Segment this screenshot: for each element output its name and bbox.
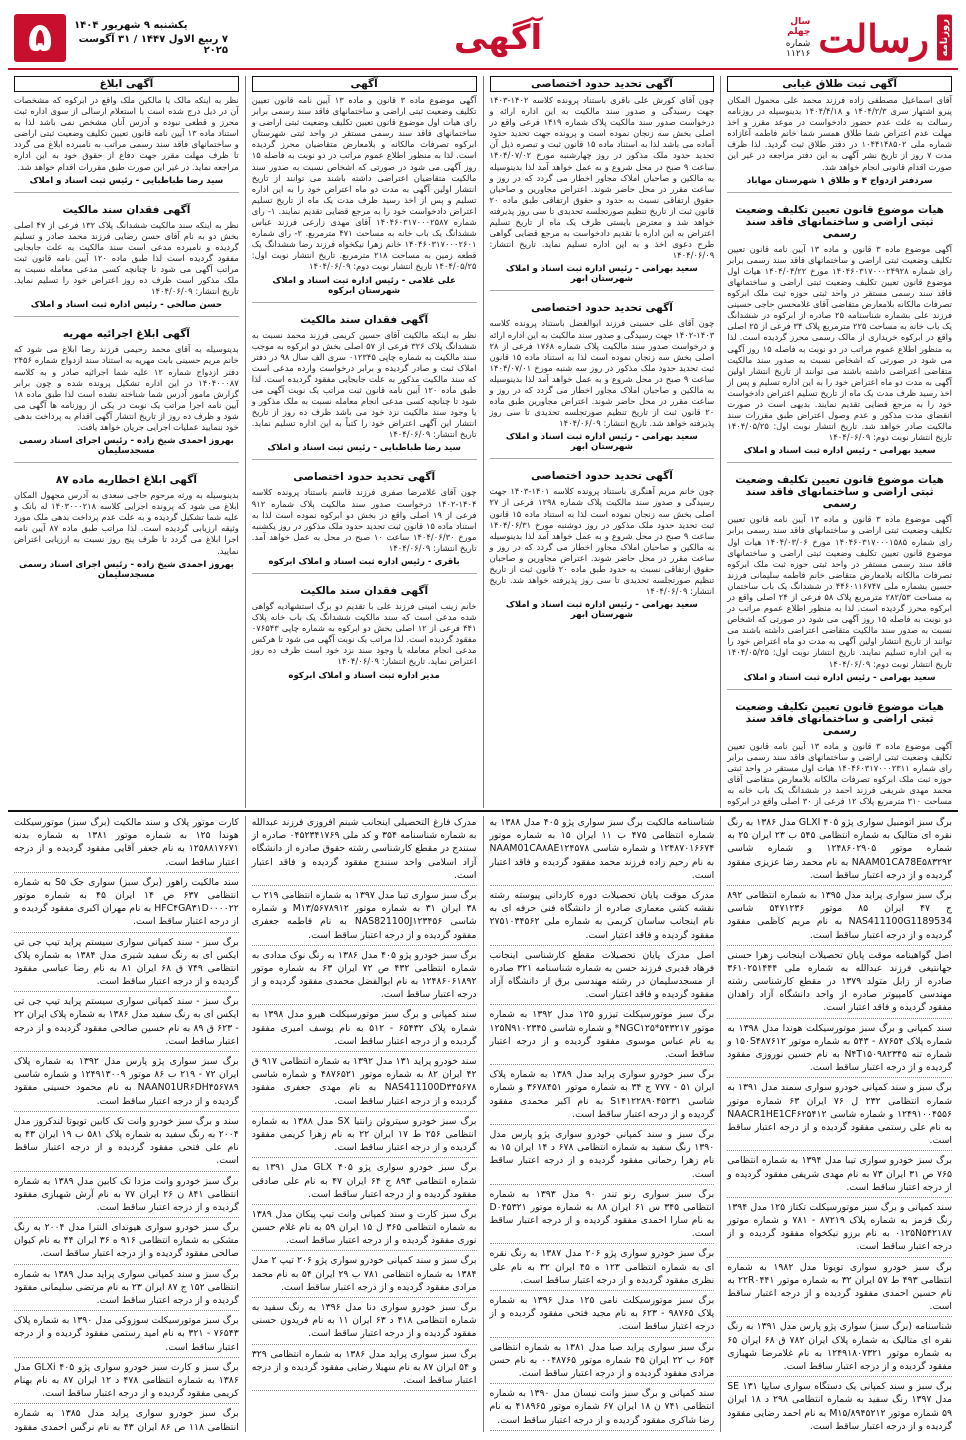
notice-body: چون آقای کورش علی باقری باستناد پرونده کلاسه ۱۴۰۲-۱۴۰۳ جهت رسیدگی و صدور سند مالکیت به این اداره ارائه و درخواست صدور سند مالکیت پلاک شماره ۱۴۱۹ فرعی واقع در اصلی بخش سه زنجان نموده است و پرونده جهت تحدید حدود آماده می باشد لذا به استناد ماده ۱۵ قانون ثبت و تبصره ذیل آن تحدید حدود ملک مذکور در روز چهارشنبه مورخ ۱۴۰۴/۰۷/۰۲ ساعت ۹ صبح در محل شروع و به عمل خواهد آمد لذا بدینوسیله به مالکین و صاحبان املاک مجاور اخطار می گردد که در روز و ساعت مقرر در محل حاضر شوند. اعتراض مجاورین و صاحبان حقوق ارتفاقی نسبت به حدود و حقوق ارتفاقی طبق ماده ۲۰ قانون ثبت از تاریخ تنظیم صورتجلسه تحدیدی تا سی روز پذیرفته خواهد شد و معترض بایستی ظرف یک ماه از تاریخ تسلیم اعتراض به این اداره با تقدیم دادخواست به مرجع قضایی گواهی طرح دعوی اخذ و به این اداره تسلیم نماید. تاریخ انتشار: ۱۴۰۴/۰۶/۰۹	[489, 95, 715, 261]
legal-notice	[14, 327, 239, 463]
newspaper-logo: رسالت	[818, 15, 929, 61]
lost-document-notice: برگ سبز اتومبیل سواری پژو GLXI ۴۰۵ مدل ۱۳۸۶ به رنگ نقره ای متالیک به شماره انتظامی ۵۴۵ ب ۲۳ ایران ۲۵ به شماره موتور ۱۲۴۸۶۰۲۹۰۵ و شماره شاسی NAAM01CA78E۵۸۳۲۹۲ به نام محمد رضا عزیزی مفقود گردیده و از درجه اعتبار ساقط است.	[727, 816, 952, 886]
lost-document-notice: برگ سبز خودرو وانت مزدا تک کابین مدل ۱۳۸۹ به شماره انتظامی ۸۴۱ ن ۲۶ ایران ۷۷ به نام آرش شهبازی مفقود گردیده و از درجه اعتبار ساقط است.	[14, 1175, 239, 1219]
legal-notice	[252, 313, 477, 461]
notice-signature: سعید بهرامی - رئیس اداره ثبت اسناد و املاک شهرستان ابهر	[505, 600, 698, 621]
lost-document-notice: برگ سبز موتورسیکلت تیزرو ۱۲۵ مدل ۱۳۹۲ به شماره موتور NGC۱۲۵*۵۴۳۲۱۷* و شماره شاسی ۱۲۵N۹۱۰۲۳۴۵ به نام عباس موسوی مفقود گردیده و از درجه اعتبار ساقط است.	[490, 1008, 715, 1065]
lost-document-notice: برگ سبز سواری رنو تندر ۹۰ مدل ۱۳۹۳ به شماره انتظامی ۳۴۵ س ۶۱ ایران ۸۸ به شماره موتور D۰۴۵۳۲۱ به نام سارا احمدی مفقود گردیده و از درجه اعتبار ساقط است.	[490, 1188, 715, 1245]
notice-body: بدینوسیله به آقای محمد رحیمی فرزند رضا ابلاغ می شود که خانم مریم حسینی بابت مهریه به استناد سند ازدواج شماره ۲۴۵۶ دفتر ازدواج شماره ۱۲ علیه شما اجرائیه صادر و به کلاسه ۱۴۰۴۰۰۰۸۷ در این اداره تشکیل پرونده شده و چون برابر گزارش مامور آدرس شما شناخته نشده است لذا طبق ماده ۱۸ آیین نامه اجرا مراتب یک نوبت در یکی از روزنامه ها آگهی می شود و ظرف ده روز از تاریخ انتشار آگهی اقدام به پرداخت بدهی خود ننمایید عملیات اجرایی جریان خواهد یافت.	[14, 344, 239, 432]
legal-notice	[727, 473, 952, 689]
notice-title: آگهی ابلاغ	[14, 76, 239, 92]
notice-column	[483, 76, 721, 808]
legal-notice	[727, 203, 952, 464]
lost-document-notice: برگ سبز و سند کمپانی سواری پراید مدل ۱۳۸۹ به شماره انتظامی ۱۵۲ ج ۸۷ ایران ۲۳ به نام مرتضی سلیمانی مفقود گردیده و از درجه اعتبار ساقط است.	[14, 1268, 239, 1312]
year-label: سال چهلم	[787, 17, 811, 37]
notice-title: آگهی ابلاغ اخطاریه ماده ۸۷	[55, 474, 197, 487]
lost-document-notice: برگ سبز و کارت سبز خودرو سواری پژو ۴۰۵ GLXi مدل ۱۳۸۶ به شماره انتظامی ۴۷۸ د ۱۲ ایران ۸۷ به نام بهنام کریمی مفقود گردیده و از درجه اعتبار ساقط است.	[14, 1361, 239, 1405]
lost-document-notice: سند کمپانی و برگ سبز وانت نیسان مدل ۱۳۹۰ به شماره انتظامی ۷۴۱ ن ۱۸ ایران ۶۷ شماره موتور ۴۱۸۹۶۵ به نام رضا شاکری مفقود گردیده و از درجه اعتبار ساقط است.	[490, 1387, 715, 1431]
lost-document-notice: برگ سبز خودرو پژو ۴۰۵ مدل ۱۳۸۶ به رنگ نوک مدادی به شماره انتظامی ۴۳۲ ص ۷۲ ایران ۶۳ به شماره موتور ۱۲۴۸۶۰۶۱۸۹۲ به نام ابوالفضل محمدی مفقود گردیده و از درجه اعتبار ساقط است.	[252, 949, 477, 1006]
notice-body: آگهی موضوع ماده ۳ قانون و ماده ۱۳ آیین نامه قانون تعیین تکلیف وضعیت ثبتی اراضی و ساختمانهای فاقد سند رسمی برابر رای شماره ۱۴۰۴۶۰۳۱۷۰۰۰۲۳۱۱ هیات اول مستقر در واحد ثبتی حوزه ثبت ملک ابرکوه تصرفات مالکانه بلامعارض متقاضی آقای محمد مهدی شریفی فرزند احمد در ششدانگ یک باب خانه به مساحت ۳۱۰ مترمربع پلاک ۱۲ فرعی از ۳۰ اصلی واقع در ابرکوه	[727, 740, 953, 807]
notice-title: آگهی تحدید حدود اختصاصی	[530, 470, 673, 483]
masthead-logo-area	[768, 8, 958, 68]
legal-notices-section	[8, 76, 958, 808]
page-number: ۵	[14, 14, 66, 62]
lost-document-notice: اصل مدرک پایان تحصیلات مقطع کارشناسی اینجانب فرهاد قدیری فرزند حسن به شماره شناسنامه ۳۲۱ صادره از مسجدسلیمان در رشته مهندسی برق از دانشگاه آزاد مفقود گردیده و فاقد اعتبار است.	[490, 949, 715, 1006]
lost-document-notice: برگ سبز خودرو سیتروئن زانتیا SX مدل ۱۳۸۸ به شماره انتظامی ۲۵۶ ط ۱۷ ایران ۲۲ به نام زهرا کریمی مفقود گردیده و از درجه اعتبار ساقط است.	[252, 1115, 477, 1159]
lost-document-notice: برگ سبز خودرو سواری پراید مدل ۱۳۸۹ به شماره پلاک ایران ۵۱ - ۷۷۷ ج ۳۴ به شماره موتور ۳۶۷۸۴۵۱ و شماره شاسی S۱۴۱۲۲۸۹۰۴۵۲۳۱ به نام اکبر محمدی مفقود گردیده و از درجه اعتبار ساقط است.	[490, 1068, 715, 1125]
lost-document-notice: برگ سبز و سند کمپانی یک دستگاه سواری سایپا SE ۱۳۱ مدل ۱۳۹۷ رنگ سفید به شماره انتظامی ۲۹۸ د ۱۸ ایران ۵۹ شماره موتور M۱۵/۸۹۴۵۲۱۲ به نام احمد رضایی مفقود گردیده و از درجه اعتبار ساقط است.	[727, 1380, 952, 1432]
lost-document-notice: برگ سبز سواری پراید مدل ۱۳۹۵ به شماره انتظامی ۸۹۲ ج ۴۷ ایران ۸۵ موتور ۵۴۷۱۲۳۶ شاسی NAS411100G1189534 به نام مریم کاظمی مفقود گردیده و از درجه اعتبار ساقط است.	[727, 889, 952, 946]
lost-document-notice: برگ سبز خودرو سواری تویوتا مدل ۱۹۸۲ به شماره انتظامی ۴۹۳ ط ۵۷ ایران ۳۲ به شماره موتور ۲۲R۰۴۴۱ به نام حسین احمدی مفقود گردیده و از درجه اعتبار ساقط است.	[727, 1261, 952, 1318]
lost-documents-column	[245, 816, 483, 1432]
issue-label: شماره ۱۱۲۱۶	[785, 39, 811, 59]
notice-title: آگهی ابلاغ اجرائیه مهریه	[62, 328, 190, 341]
legal-notice	[14, 203, 239, 318]
notice-body: چون خانم مریم آهنگری باستناد پرونده کلاسه ۱۴۰۱-۱۴۰۳ جهت رسیدگی و صدور سند مالکیت پلاک شماره ۱۲۹۸ فرعی از ۲۷ اصلی بخش سه زنجان نموده است لذا به استناد ماده ۱۵ قانون ثبت تحدید حدود ملک مذکور در روز دوشنبه مورخ ۱۴۰۴/۰۶/۳۱ ساعت ۹ صبح در محل شروع و به عمل خواهد آمد لذا بدینوسیله به مالکین و صاحبان املاک مجاور اخطار می گردد که در روز و ساعت مقرر در محل حاضر شوند. اعتراض مجاورین و صاحبان حقوق ارتفاقی نسبت به حدود طبق ماده ۲۰ قانون ثبت از تاریخ تنظیم صورتجلسه تحدیدی تا سی روز پذیرفته خواهد شد. تاریخ انتشار: ۱۴۰۴/۰۶/۰۹	[489, 486, 715, 597]
lost-document-notice: سند کمپانی و برگ سبز موتورسیکلت هیرو مدل ۱۳۹۸ به شماره پلاک ۶۵۴۳۲ - ۵۱۲ به نام یوسف امیری مفقود گردیده و از درجه اعتبار ساقط است.	[252, 1008, 477, 1052]
legal-notice	[490, 76, 715, 291]
legal-notice	[252, 584, 477, 687]
lost-document-notice: سند خودرو پراید ۱۳۱ مدل ۱۳۹۲ به شماره انتظامی ۹۱۷ ق ۴۲ ایران ۸۲ به شماره موتور ۴۸۷۶۵۲۱ و شماره شاسی NAS411100D۳۴۵۶۷۸ به نام مهدی جعفری مفقود گردیده و از درجه اعتبار ساقط است.	[252, 1055, 477, 1112]
notice-signature: باقری - رئیس اداره ثبت اسناد و املاک ابرکوه	[268, 557, 460, 567]
notice-body: چون آقای علی حسینی فرزند ابوالفضل باستناد پرونده کلاسه ۱۴۰۳-۱۴۰۲ جهت رسیدگی و صدور سند مالکیت به این اداره ارائه و درخواست صدور سند مالکیت پلاک شماره ۱۷۶۸ فرعی از ۲۸ اصلی بخش سه زنجان نموده است لذا به استناد ماده ۱۵ قانون ثبت تحدید حدود ملک مذکور در روز سه شنبه مورخ ۱۴۰۴/۰۷/۰۱ ساعت ۹ صبح در محل شروع و به عمل خواهد آمد لذا بدینوسیله به مالکین و صاحبان املاک مجاور اخطار می گردد که در روز و ساعت مقرر در محل حاضر شوند. اعتراض مجاورین طبق ماده ۲۰ قانون ثبت از تاریخ تنظیم صورتجلسه تحدیدی تا سی روز پذیرفته خواهد شد. تاریخ انتشار: ۱۴۰۴/۰۶/۰۹	[489, 318, 715, 429]
notice-title: آگهی	[252, 76, 477, 92]
legal-notice	[727, 76, 952, 193]
legal-notice	[252, 470, 477, 574]
lost-documents-section	[8, 816, 958, 1432]
issue-meta	[774, 17, 810, 59]
dates	[74, 20, 228, 56]
notice-title: آگهی تحدید حدود اختصاصی	[530, 302, 673, 315]
notice-body: آگهی موضوع ماده ۳ قانون و ماده ۱۳ آیین نامه قانون تعیین تکلیف وضعیت ثبتی اراضی و ساختمانهای فاقد سند رسمی برابر رای شماره ۱۴۰۴۶۰۳۱۷۰۰۰۱۵۸۵ مورخ ۱۴۰۴/۰۳/۰۶ هیات اول موضوع قانون تعیین تکلیف وضعیت ثبتی اراضی و ساختمانهای فاقد سند رسمی مستقر در واحد ثبتی حوزه ثبت ملک ابرکوه تصرفات مالکانه بلامعارض متقاضی خانم فاطمه سلیمانی فرزند حسین بشماره ملی ۴۴۶۰۱۱۶۷۴۷ در ششدانگ یک باب ساختمان به مساحت ۲۸۲/۵۳ مترمربع پلاک ۵۸ فرعی از ۲۴ اصلی واقع در ابرکوه محرز گردیده است. لذا به منظور اطلاع عموم مراتب در دو نوبت به فاصله ۱۵ روز آگهی می شود در صورتی که اشخاص نسبت به صدور سند مالکیت متقاضی اعتراضی داشته باشند می توانند از تاریخ انتشار اولین آگهی به مدت دو ماه اعتراض خود را به این اداره تسلیم نمایند. تاریخ انتشار نوبت اول: ۱۴۰۴/۰۵/۲۵ تاریخ انتشار نوبت دوم: ۱۴۰۴/۰۶/۰۹	[727, 514, 953, 669]
masthead	[8, 8, 958, 70]
lost-document-notice: سند کمپانی و برگ سبز موتورسیکلت تکتاز ۱۲۵ مدل ۱۳۹۴ رنگ قرمز به شماره پلاک ۸۷۲۱۹ - ۷۸۱ و شماره موتور ۰۱۲۵N۵۴۲۱۸۷ به نام برزو نیکخواه مفقود گردیده و از درجه اعتبار ساقط است.	[727, 1201, 952, 1258]
notice-signature: سعید بهرامی - رئیس اداره ثبت اسناد و املاک	[743, 672, 936, 683]
lost-document-notice: برگ سبز خودرو سواری تیبا مدل ۱۳۹۴ به شماره انتظامی ۷۶۵ ص ۳۱ ایران ۷۳ به نام مهدی شریفی مفقود گردیده و از درجه اعتبار ساقط است.	[727, 1154, 952, 1198]
lost-document-notice: برگ سبز سواری پژو پارس مدل ۱۳۹۲ به شماره پلاک ایران ۷۲ - ۲۱۹ ب ۸۶ موتور ۱۲۴۹۱۳۰۰۹ و شماره شاسی NAAN01UR۶DH۴۵۶۷۸۹ به نام محمود حسینی مفقود گردیده و از درجه اعتبار ساقط است.	[14, 1055, 239, 1112]
lost-document-notice: مدرک فارغ التحصیلی اینجانب شبنم افروزی فرزند عبدالله به شماره شناسنامه ۳۵۴ و کد ملی ۰۴۵۲۳۴۱۷۶۹ صادره از سنندج در مقطع کارشناسی رشته حقوق صادره از دانشگاه آزاد اسلامی واحد سنندج مفقود گردیده و فاقد اعتبار است.	[252, 816, 477, 886]
lost-document-notice: برگ سبز سواری پراید مدل ۱۳۸۶ به شماره انتظامی ۳۲۹ و ۵۴ ایران ۸۷ به نام سهیلا رضایی مفقود گردیده و از درجه اعتبار ساقط است.	[252, 1348, 477, 1392]
notice-signature: سید رضا طباطبایی - رئیس ثبت اسناد و املاک	[267, 443, 461, 454]
lost-documents-column	[483, 816, 721, 1432]
notice-signature: سید رضا طباطبایی - رئیس ثبت اسناد و املاک	[29, 175, 224, 186]
lost-documents-column	[720, 816, 958, 1432]
lost-document-notice: مدرک موقت پایان تحصیلات دوره کاردانی پیوسته رشته نقشه کشی معماری صادره از دانشگاه فنی حرفه ای به نام اینجانب ساسان کریمی به شماره ملی ۲۷۵۱۰۳۴۵۶۲ مفقود گردیده و فاقد اعتبار است.	[490, 889, 715, 946]
notice-signature: سعید بهرامی - رئیس اداره ثبت اسناد و املاک شهرستان ابهر	[505, 264, 698, 285]
notice-column	[8, 76, 245, 808]
masthead-date-area	[8, 8, 228, 68]
legal-notice	[14, 473, 239, 586]
notice-title: هیات موضوع قانون تعیین تکلیف وضعیت ثبتی اراضی و ساختمانهای فاقد سند رسمی	[735, 474, 944, 511]
notice-body: بدینوسیله به ورثه مرحوم حاجی سعدی به آدرس مجهول المکان ابلاغ می شود که پرونده اجرایی کلاسه ۱۴۰۳۰۰۰۲۱۸ له بانک و علیه شما تشکیل گردیده و به علت عدم پرداخت بدهی ملک مورد وثیقه ارزیابی گردیده است. لذا مراتب طبق ماده ۸۷ آیین نامه اجرا ابلاغ می گردد تا ظرف پنج روز نسبت به ارزیابی اعتراض نمایید.	[14, 490, 239, 556]
lost-document-notice: اصل گواهینامه موقت پایان تحصیلات اینجانب زهرا حسنی جهانتیغی فرزند عبدالله به شماره ملی ۳۶۱۰۲۵۱۴۴۴ صادره از زابل متولد ۱۳۷۹ در مقطع کارشناسی رشته مهندسی کامپیوتر صادره از واحد دانشگاه آزاد زاهدان مفقود گردیده و فاقد اعتبار است.	[727, 949, 952, 1019]
lost-document-notice: سند کمپانی و برگ سبز موتورسیکلت هوندا مدل ۱۳۹۸ به شماره پلاک ۸۷۶۵۴ - ۵۴۳ به شماره موتور ۱۵۰S۴۸۷۶۱۲ و شماره تنه N۴T۱۵۰۹۸۲۳۴۵ به نام حسین نوروزی مفقود گردیده و از درجه اعتبار ساقط است.	[727, 1022, 952, 1079]
notice-body: چون آقای غلامرضا صفری فرزند قاسم باستناد پرونده کلاسه ۱۴۰۴-۱۴۰۲ درخواست صدور سند مالکیت پلاک شماره ۹۱۲ فرعی از ۱۹ اصلی واقع در بخش دو ابرکوه نموده است لذا به استناد ماده ۱۵ قانون ثبت تحدید حدود ملک مذکور در روز یکشنبه مورخ ۱۴۰۴/۰۶/۳۰ ساعت ۱۰ صبح در محل به عمل خواهد آمد. تاریخ انتشار: ۱۴۰۴/۰۶/۰۹	[251, 487, 477, 553]
lost-document-notice: برگ سبز و سند کمپانی خودرو سواری سمند مدل ۱۳۹۱ به شماره انتظامی ۲۳۲ ل ۷۶ ایران ۶۳ شماره موتور ۱۲۴۹۱۰۰۴۵۵۶ و شماره شاسی NAACR1HE1CF۶۲۵۴۱۲ به نام علی رستمی مفقود گردیده و از درجه اعتبار ساقط است.	[727, 1081, 952, 1151]
lost-document-notice: برگ سبز موتورسیکلت سوزوکی مدل ۱۳۹۰ به شماره پلاک ۷۶۵۴۳ - ۳۲۱ به نام امید رستمی مفقود گردیده و از درجه اعتبار ساقط است.	[14, 1314, 239, 1358]
notice-column	[720, 76, 958, 808]
lost-document-notice: شناسنامه (برگ سبز) سواری پژو پارس مدل ۱۳۹۱ به رنگ نقره ای متالیک به شماره پلاک ایران ۷۸۲ ق ۶۸ ایران ۶۵ به شماره موتور ۱۲۴۹۱۸۰۷۳۲۱ به نام غلامرضا شهبازی مفقود گردیده و از درجه اعتبار ساقط است.	[727, 1320, 952, 1377]
notice-body: خانم زینب امینی فرزند علی با تقدیم دو برگ استشهادیه گواهی شده مدعی است که سند مالکیت ششدانگ یک باب خانه پلاک ۴۴۱ فرعی از ۱۲ اصلی بخش دو ابرکوه به شماره چاپی ۰۷۶۵۴۳ مفقود گردیده است. لذا مراتب یک نوبت آگهی می شود تا هرکس مدعی انجام معامله یا وجود سند نزد خود است ظرف ده روز اعتراض نماید. تاریخ انتشار: ۱۴۰۴/۰۶/۰۹	[251, 601, 477, 667]
lost-document-notice: برگ سبز - سند کمپانی سواری سیستم پراید تیپ جی تی ایکس ای به رنگ سفید مدل ۱۳۸۶ به شماره پلاک ایران ۲۲ - ۶۲۳ ق ۸۹ به نام حسین صالحی مفقود گردیده و از درجه اعتبار ساقط است.	[14, 995, 239, 1052]
notice-title: آگهی تحدید حدود اختصاصی	[490, 76, 715, 92]
lost-document-notice: برگ سبز سواری پراید صبا مدل ۱۳۸۱ به شماره انتظامی ۶۵۴ ب ۲۲ ایران ۴۵ شماره موتور ۰۰۴۸۷۶۵ به نام حسن مرادی مفقود گردیده و از درجه اعتبار ساقط است.	[490, 1341, 715, 1385]
notice-body: آگهی موضوع ماده ۳ قانون و ماده ۱۳ آیین نامه قانون تعیین تکلیف وضعیت ثبتی اراضی و ساختمانهای فاقد سند رسمی برابر رای شماره ۱۴۰۴۶۰۳۱۷۰۰۰۲۴۹۲۸ مورخ ۱۴۰۴/۰۴/۲۲ هیات اول موضوع قانون تعیین تکلیف وضعیت ثبتی اراضی و ساختمانهای فاقد سند رسمی مستقر در واحد ثبتی حوزه ثبت ملک ابرکوه تصرفات مالکانه بلامعارض متقاضی آقای غلامحسن حاجی حسینی فرزند علی بشماره شناسنامه ۲۵ صادره از ابرکوه در ششدانگ یک باب خانه به مساحت ۲۲۵ مترمربع پلاک ۳۴ فرعی از ۲۵ اصلی واقع در ابرکوه خریداری از مالک رسمی محرز گردیده است. لذا به منظور اطلاع عموم مراتب در دو نوبت به فاصله ۱۵ روز آگهی می شود در صورتی که اشخاص نسبت به صدور سند مالکیت متقاضی اعتراضی داشته باشند می توانند از تاریخ انتشار اولین آگهی به مدت دو ماه اعتراض خود را به این اداره تسلیم و پس از اخذ رسید ظرف مدت یک ماه از تاریخ تسلیم اعتراض دادخواست خود را به مرجع قضایی تقدیم نمایند. بدیهی است در صورت انقضای مدت مذکور و عدم وصول اعتراض طبق مقررات سند مالکیت صادر خواهد شد. تاریخ انتشار نوبت اول: ۱۴۰۴/۰۵/۲۵ تاریخ انتشار نوبت دوم: ۱۴۰۴/۰۶/۰۹	[727, 243, 953, 443]
notice-body: آگهی موضوع ماده ۳ قانون و ماده ۱۳ آیین نامه قانون تعیین تکلیف وضعیت ثبتی اراضی و ساختمانهای فاقد سند رسمی برابر رای هیات اول موضوع قانون تعیین تکلیف وضعیت ثبتی اراضی و ساختمانهای فاقد سند رسمی مستقر در واحد ثبتی شهرستان ابرکوه تصرفات مالکانه و بلامعارض متقاضیان محرز گردیده است. لذا به منظور اطلاع عموم مراتب در دو نوبت به فاصله ۱۵ روز آگهی می شود در صورتی که اشخاص نسبت به صدور سند مالکیت متقاضیان اعتراضی داشته باشند می توانند از تاریخ انتشار اولین آگهی به مدت دو ماه اعتراض خود را به این اداره تسلیم و پس از اخذ رسید ظرف مدت یک ماه از تاریخ تسلیم اعتراض دادخواست خود را به مرجع قضایی تقدیم نمایند. ۱- رای شماره ۱۴۰۴۶۰۳۱۷۰۰۰۲۵۸۷ آقای مهدی زارعی فرزند عباس ششدانگ یک باب خانه به مساحت ۴۷۱ مترمربع. ۲- رای شماره ۱۴۰۴۶۰۳۱۷۰۰۰۲۶۰۱ خانم زهرا نیکخواه فرزند رضا ششدانگ یک قطعه زمین به مساحت ۲۱۸ مترمربع. تاریخ انتشار نوبت اول: ۱۴۰۴/۰۵/۲۵ تاریخ انتشار نوبت دوم: ۱۴۰۴/۰۶/۰۹	[251, 95, 477, 272]
lost-document-notice: برگ سبز خودرو سواری پژو ۲۰۶ مدل ۱۳۸۷ به رنگ نقره ای به شماره انتظامی ۱۲۳ ه ۴۵ ایران ۳۲ به نام علی نظری مفقود گردیده و از درجه اعتبار ساقط است.	[490, 1247, 715, 1291]
lost-document-notice: برگ سبز سواری تیبا مدل ۱۳۹۷ به شماره انتظامی ۲۱۹ ب ۳۸ ایران ۳۱ به شماره موتور M۱۳/۵۶۷۸۹۱۲ و شماره شاسی NAS821100J۱۲۳۴۵۶ به نام فاطمه جعفری مفقود گردیده و از درجه اعتبار ساقط است.	[252, 889, 477, 946]
lost-document-notice: برگ سبز خودرو سواری پژو ۴۰۵ GLX مدل ۱۳۹۱ به شماره انتظامی ۸۹۳ ج ۶۴ ایران ۴۷ به نام علی صادقی مفقود گردیده و از درجه اعتبار ساقط است.	[252, 1161, 477, 1205]
section-divider	[8, 810, 958, 812]
notice-signature: مدیر اداره ثبت اسناد و املاک ابرکوه	[288, 670, 440, 681]
date-qamari: ۷ ربیع الاول ۱۴۴۷ / ۳۱ آگوست ۲۰۲۵	[78, 34, 228, 56]
notice-signature: علی غلامی - رئیس اداره ثبت اسناد و املاک شهرستان ابرکوه	[272, 275, 456, 296]
notice-signature: سردفتر ازدواج ۴ و طلاق ۱ شهرستان مهاباد	[746, 175, 933, 186]
lost-document-notice: کارت موتور پلاک و سند مالکیت (برگ سبز) موتورسیکلت هوندا ۱۲۵ به شماره موتور ۱۳۸۱ به شماره بدنه ۱۲۵۸۸۱۷۶۷۱ به نام جعفر آقایی مفقود گردیده و از درجه اعتبار ساقط است.	[14, 816, 239, 873]
notice-column	[245, 76, 483, 808]
notice-body: آقای اسماعیل مصطفی زاده فرزند محمد علی محمول المکان پیرو اشتهار سری ۱۴۰۴/۲/۳ و ۱۴۰۴/۴/۱۸ بدینوسیله در روزنامه رسالت به علت عدم حضور دادخواست در موعد مقرر و اخذ مهلت عدم اعتراض شما طلاق همسر شما خانم فاطمه آغازاده شماره ملی ۱۰۴۴۱۴۸۵۰۲ در دفتر طلاق ثبت گردید. لذا ظرف مدت ۷ روز از تاریخ نشر آگهی به این دفتر مراجعه در غیر این صورت اقدام قانونی انجام خواهد شد.	[727, 95, 952, 172]
notice-title: هیات موضوع قانون تعیین تکلیف وضعیت ثبتی اراضی و ساختمانهای فاقد سند رسمی	[735, 700, 944, 737]
notice-signature: بهروز احمدی شیخ زاده - رئیس اجرای اسناد رسمی مسجدسلیمان	[18, 436, 234, 457]
lost-document-notice: برگ سبز خودرو سواری دنا مدل ۱۳۹۶ به رنگ سفید به شماره انتظامی ۴۱۸ د ۶۳ ایران ۱۱ به نام فریدون حسنی مفقود گردیده و از درجه اعتبار ساقط است.	[252, 1301, 477, 1345]
notice-body: نظر به اینکه سند مالکیت ششدانگ پلاک ۱۳۲ فرعی از ۴۷ اصلی بخش دو به نام آقای حسن رضایی فرزند محمد صادر و تسلیم گردیده و نامبرده مدعی است سند مالکیت به علت جابجایی مفقود گردیده است لذا طبق ماده ۱۲۰ آیین نامه قانون ثبت مراتب آگهی می شود تا چنانچه کسی مدعی معامله نسبت به ملک مذکور است ظرف ده روز اعتراض خود را تسلیم نماید. تاریخ انتشار: ۱۴۰۴/۰۶/۰۹	[14, 219, 239, 297]
notice-signature: بهروز احمدی شیخ زاده - رئیس اجرای اسناد رسمی مسجدسلیمان	[18, 559, 234, 580]
notice-title: هیات موضوع قانون تعیین تکلیف وضعیت ثبتی اراضی و ساختمانهای فاقد سند رسمی	[735, 203, 944, 240]
lost-document-notice: برگ سبز - سند کمپانی سواری سیستم پراید تیپ جی تی ایکس ای به رنگ سفید شیری مدل ۱۳۸۴ به شماره پلاک انتظامی ۷۴۹ ق ۶۸ ایران ۸۱ به نام رضا عباسی مفقود گردیده و از درجه اعتبار ساقط است.	[14, 936, 239, 993]
legal-notice	[727, 700, 952, 808]
notice-title: آگهی فقدان سند مالکیت	[300, 313, 429, 326]
legal-notice	[14, 76, 239, 193]
notice-title: آگهی فقدان سند مالکیت	[300, 585, 429, 597]
notice-title: آگهی ثبت طلاق غیابی	[727, 76, 952, 92]
newspaper-label: روزنامه	[937, 15, 952, 61]
lost-documents-column	[8, 816, 245, 1432]
legal-notice	[490, 301, 715, 459]
date-shamsi: یکشنبه ۹ شهریور ۱۴۰۴	[74, 20, 188, 31]
notice-title: آگهی تحدید حدود اختصاصی	[293, 471, 436, 484]
lost-document-notice: برگ سبز خودرو سواری هیوندای النترا مدل ۲۰۰۴ به رنگ مشکی به شماره انتظامی ۹۱۶ ه ۳۶ ایران ۴۴ به نام کیوان صالحی مفقود گردیده و از درجه اعتبار ساقط است.	[14, 1221, 239, 1265]
lost-document-notice: برگ سبز و سند کمپانی خودرو سواری پژو پارس مدل ۱۳۹۰ رنگ سفید به شماره انتظامی ۶۷۸ د ۱۴ ایران ۱۵ به نام زهرا رحمانی مفقود گردیده و از درجه اعتبار ساقط است.	[490, 1128, 715, 1185]
lost-document-notice: سند مالکیت راهور (برگ سبز) سواری جک S۵ به شماره انتظامی ۶۳۷ ص ۱۴ ایران ۴۵ به شماره موتور HFC۴GA۳۱D۰۰۰۰۲۲ به نام مهران اکبری مفقود گردیده و از درجه اعتبار ساقط است.	[14, 876, 239, 933]
notice-title: آگهی فقدان سند مالکیت	[62, 203, 191, 216]
lost-document-notice: برگ سبز خودرو سواری پراید مدل ۱۳۸۵ به شماره انتظامی ۱۱۸ ص ۸۶ ایران ۴۳ به نام نرگس احمدی مفقود	[14, 1407, 239, 1432]
lost-document-notice: سند و برگ سبز خودرو وانت تک کابین تویوتا لندکروز مدل ۲۰۰۴ به رنگ سفید به شماره پلاک ۵۸۱ ب ۱۹ ایران ۴۳ به نام علی فتحی مفقود گردیده و از درجه اعتبار ساقط است.	[14, 1115, 239, 1172]
notice-signature: سعید بهرامی - رئیس اداره ثبت اسناد و املاک	[743, 446, 936, 457]
notice-signature: سعید بهرامی - رئیس اداره ثبت اسناد و املاک شهرستان ابهر	[505, 432, 698, 453]
section-title: آگهی	[453, 18, 543, 58]
lost-document-notice: برگ سبز کارت و سند کمپانی وانت تیپ پیکان مدل ۱۳۸۹ به شماره انتظامی ۳۶۵ ل ۱۵ ایران ۵۹ به نام غلام حسین نوری مفقود گردیده و از درجه اعتبار ساقط است.	[252, 1208, 477, 1252]
notice-body: نظر به اینکه مالکیت آقای حسین کریمی فرزند محمد نسبت به ششدانگ پلاک ۳۲۶ فرعی از ۵۷ اصلی بخش دو ابرکوه به موجب سند مالکیت به شماره چاپی ۰۱۲۳۴۵ سری الف سال ۹۸ در دفتر املاک ثبت و صادر گردیده و برابر درخواست وارده مدعی است که سند مالکیت مذکور به علت جابجایی مفقود گردیده است. لذا طبق ماده ۱۲۰ آیین نامه قانون ثبت مراتب یک نوبت آگهی می شود تا چنانچه کسی مدعی انجام معامله نسبت به ملک مذکور و یا وجود سند مالکیت نزد خود می باشد ظرف ده روز از تاریخ انتشار این آگهی اعتراض خود را کتباً به این اداره تسلیم نماید. تاریخ انتشار: ۱۴۰۴/۰۶/۰۹	[251, 329, 477, 440]
lost-document-notice: برگ سبز موتورسیکلت نامی ۱۲۵ مدل ۱۳۹۶ به شماره پلاک ۹۸۷۶۵ - ۶۲۳ به نام مجید فتحی مفقود گردیده و از درجه اعتبار ساقط است.	[490, 1294, 715, 1338]
legal-notice	[252, 76, 477, 303]
legal-notice	[490, 469, 715, 626]
lost-document-notice: برگ سبز و سند کمپانی خودرو سواری پژو ۲۰۶ تیپ ۲ مدل ۱۳۸۴ به شماره انتظامی ۷۸۱ ب ۲۹ ایران ۵۴ به نام محمد مرادی مفقود گردیده و از درجه اعتبار ساقط است.	[252, 1254, 477, 1298]
notice-signature: حسن صالحی - رئیس اداره ثبت اسناد و املاک	[30, 300, 223, 311]
notice-body: نظر به اینکه مالک یا مالکین ملک واقع در ابرکوه که مشخصات آن در ذیل درج شده است با استعلام ارسالی از سوی اداره ثبت محرز و قطعی نبوده و آدرس آنان مشخص نمی باشد لذا به استناد ماده ۱۳ آیین نامه قانون تعیین تکلیف وضعیت ثبتی اراضی و ساختمانهای فاقد سند رسمی مراتب به نامبرده ابلاغ می گردد تا ظرف مهلت مقرر جهت دفاع از حقوق خود به این اداره مراجعه نماید. در غیر این صورت طبق مقررات اقدام خواهد شد.	[14, 95, 239, 172]
lost-document-notice: شناسنامه مالکیت برگ سبز سواری پژو ۴۰۵ مدل ۱۳۸۸ به شماره انتظامی ۴۷۵ ب ۱۱ ایران ۱۵ به شماره موتور ۱۲۴۸۷۰۱۶۶۷۴ و شماره شاسی NAAM01CA۸AE۱۲۴۵۷۸ به نام رحیم زاده فرزند محمد مفقود گردیده و فاقد اعتبار است.	[490, 816, 715, 886]
masthead-title-area	[228, 8, 768, 68]
